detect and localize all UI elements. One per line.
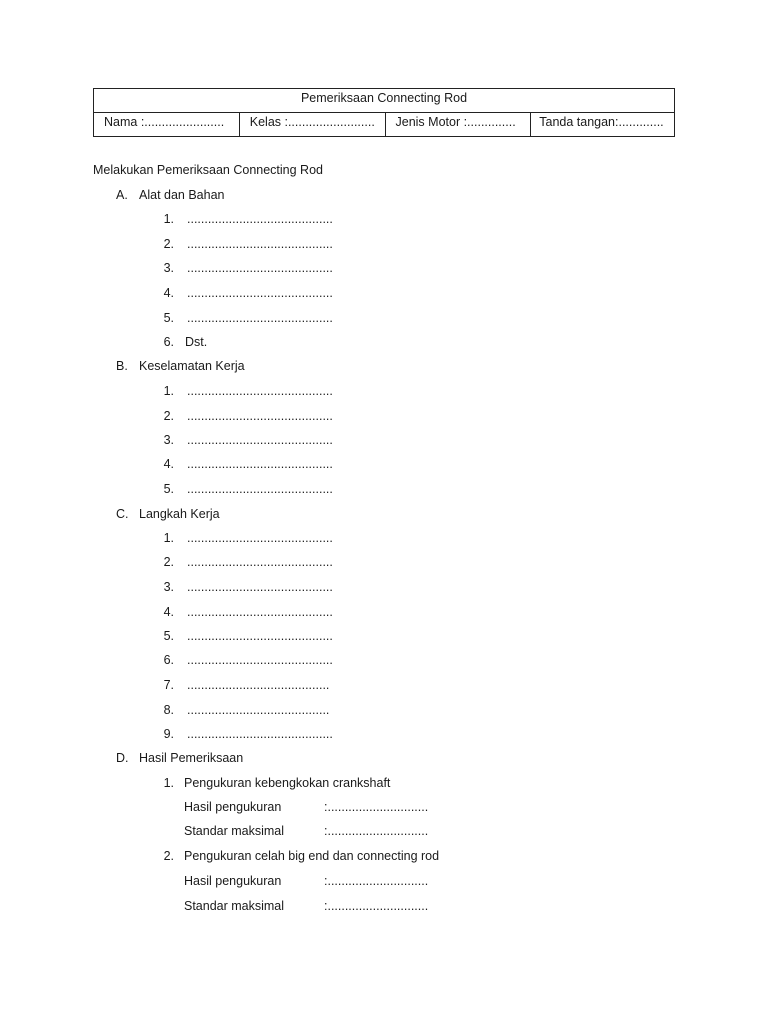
section-letter: D. [116,751,129,765]
list-item: ......................................... [187,703,330,717]
list-item: .......................................... [187,433,333,447]
section-letter: A. [116,188,128,202]
header-fields-row [94,113,674,137]
list-item-number: 2. [163,555,174,569]
list-item: .......................................... [187,555,333,569]
list-item-number: 4. [163,605,174,619]
list-item: .......................................... [187,580,333,594]
list-item-number: 1. [163,212,174,226]
list-item-number: 2. [163,409,174,423]
list-item: .......................................... [187,237,333,251]
list-item-number: 4. [163,286,174,300]
list-item-number: 9. [163,727,174,741]
section-title: Hasil Pemeriksaan [139,751,244,765]
header-field-nama: Nama :....................... [94,113,240,137]
list-item-number: 3. [163,261,174,275]
list-item-number: 5. [163,482,174,496]
list-item: .......................................... [187,653,333,667]
list-item: .......................................... [187,605,333,619]
list-item-number: 6. [163,653,174,667]
list-item: .......................................... [187,261,333,275]
list-item-number: 5. [163,311,174,325]
list-item: .......................................... [187,727,333,741]
section-letter: B. [116,359,128,373]
list-item: .......................................... [187,629,333,643]
list-item: .......................................... [187,457,333,471]
list-item: .......................................... [187,384,333,398]
list-item: .......................................... [187,286,333,300]
list-item-number: 1. [163,531,174,545]
measurement-label: Hasil pengukuran [184,800,282,814]
measurement-value: :............................. [324,824,429,838]
list-item-number: 3. [163,433,174,447]
list-item: Dst. [185,335,208,349]
measurement-label: Hasil pengukuran [184,874,282,888]
measurement-label: Standar maksimal [184,824,285,838]
measurement-number: 1. [163,776,174,790]
header-field-tanda-tangan: Tanda tangan:............. [539,115,664,129]
measurement-label: Standar maksimal [184,899,285,913]
list-item: .......................................... [187,212,333,226]
list-item-number: 8. [163,703,174,717]
list-item: ......................................... [187,678,330,692]
section-title: Langkah Kerja [139,507,220,521]
list-item: .......................................... [187,482,333,496]
header-title: Pemeriksaan Connecting Rod [94,89,674,113]
measurement-value: :............................. [324,874,429,888]
measurement-value: :............................. [324,800,429,814]
list-item-number: 3. [163,580,174,594]
measurement-number: 2. [163,849,174,863]
list-item: .......................................... [187,409,333,423]
list-item-number: 4. [163,457,174,471]
measurement-title: Pengukuran celah big end dan connecting rod [184,849,440,863]
header-table [93,88,675,137]
list-item-number: 5. [163,629,174,643]
list-item-number: 1. [163,384,174,398]
list-item: .......................................... [187,311,333,325]
list-item-number: 6. [163,335,174,349]
measurement-value: :............................. [324,899,429,913]
section-title: Keselamatan Kerja [139,359,245,373]
list-item: .......................................... [187,531,333,545]
list-item-number: 2. [163,237,174,251]
list-item-number: 7. [163,678,174,692]
measurement-title: Pengukuran kebengkokan crankshaft [184,776,391,790]
section-title: Alat dan Bahan [139,188,225,202]
document-title: Melakukan Pemeriksaan Connecting Rod [93,163,323,177]
section-letter: C. [116,507,129,521]
header-field-kelas: Kelas :......................... [240,113,386,137]
header-field-jenis-motor: Jenis Motor :.............. [386,113,532,137]
